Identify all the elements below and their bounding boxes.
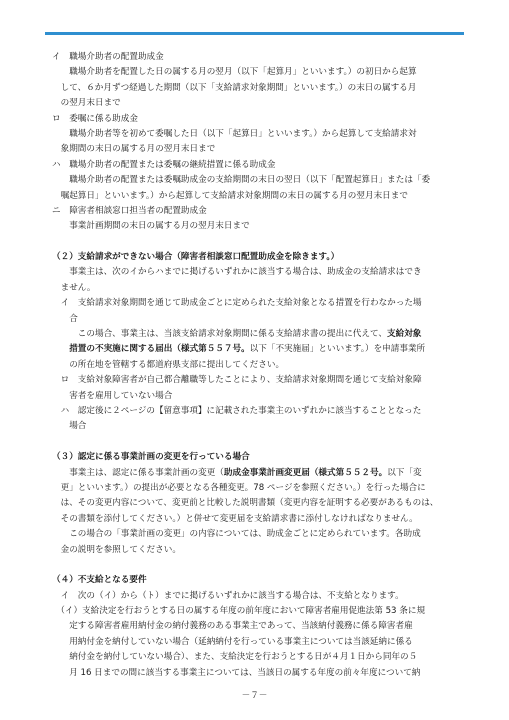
item-ni-text-1: 事業計画期間の末日の属する月の翌月末日まで [52,221,250,232]
item-ha-text-1: 職場介助者の配置または委嘱助成金の支給期間の末日の翌日（以下「配置起算日」または「委 [52,175,431,186]
item-i-text-1: 職場介助者を配置した日の属する月の翌月（以下「起算月」といいます。）の初日から起算 [52,67,417,78]
item-ro-text-2: 象期間の末日の属する月の翌月末日まで [52,144,216,155]
section-2-i-4-text: 以下「不実施届」といいます。）を申請事業所 [249,344,426,355]
section-3-line-4: その書類を添付してください。）と併せて変更届を支給請求書に添付しなければなりません。 [52,513,418,524]
section-3-heading: （３）認定に係る事業計画の変更を行っている場合 [52,452,250,463]
section-4-line-2: （イ）支給決定を行おうとする日の属する年度の前年度において障害者雇用促進法第 53 条に規 [52,606,426,617]
section-3-line-1 [52,466,470,481]
section-2-i-3-bold: 支給対象 [387,329,422,340]
section-4-heading: （４）不支給となる要件 [52,575,147,586]
item-ro-text-1: 職場介助者等を初めて委嘱した日（以下「起算日」といいます。）から起算して支給請求対 [52,128,417,139]
section-4-line-4: 用納付金を納付していない場合（延納納付を行っている事業主については当該延納に係る [52,636,413,647]
section-2-intro-1: 事業主は、次のイからハまでに掲げるいずれかに該当する場合は、助成金の支給請求はでき [52,267,422,278]
section-2-i-3-text: この場合、事業主は、当該支給請求対象期間に係る支給請求書の提出に代えて、 [52,329,387,340]
section-2-i-1: イ 支給請求対象期間を通じて助成金ごとに定められた支給対象となる措置を行わなかった場 [52,298,422,309]
page-number: －７－ [241,691,268,701]
section-4-line-3: 定する障害者雇用納付金の納付義務のある事業主であって、当該納付義務に係る障害者雇 [52,621,413,632]
section-4-line-5: 納付金を納付していない場合）、また、支給決定を行おうとする日が４月１日から同年の５ [52,652,418,663]
section-4-line-1: イ 次の（イ）から（ト）までに掲げるいずれかに該当する場合は、不支給となります。 [52,590,404,601]
section-2-ha-1: ハ 認定後に２ページの【留意事項】に記載された事業主のいずれかに該当することとなった [52,405,422,416]
section-2-i-4-bold: 措置の不実施に関する届出（様式第５５７号。 [52,344,250,355]
section-3-line-1-c: 以下「変 [387,467,422,478]
document-body [52,50,470,681]
section-2-ro-2: 害者を雇用していない場合 [52,390,173,401]
item-ha-title: ハ 職場介助者の配置または委嘱の継続措置に係る助成金 [52,159,276,170]
section-2-ro-1: ロ 支給対象障害者が自己都合離職等したことにより、支給請求対象期間を通じて支給対象障 [52,375,422,386]
item-ha-text-2: 嘱起算日」といいます。）から起算して支給請求対象期間の末日の属する月の翌月末日まで [52,190,408,201]
section-3-line-2: 更」といいます。）の提出が必要となる各種変更。78 ページを参照ください。）を行った場合に [52,482,426,493]
item-ro-title: ロ 委嘱に係る助成金 [52,113,138,124]
header-rule [45,32,464,35]
section-2-intro-2: ません。 [52,282,96,293]
item-i-text-3: の翌月末日まで [52,98,121,109]
item-i-title: イ 職場介助者の配置助成金 [52,52,164,62]
section-2-i-3 [52,327,470,342]
section-3-line-6: 金の説明を参照してください。 [52,544,181,555]
section-2-i-4 [52,342,470,357]
section-2-heading: （２）支給請求ができない場合（障害者相談窓口配置助成金を除きます。） [52,252,340,263]
item-i-text-2: して、６か月ずつ経過した期間（以下「支給請求対象期間」といいます。）の末日の属する月 [52,82,417,93]
section-3-line-1-a: 事業主は、認定に係る事業計画の変更（ [52,467,224,478]
section-2-i-5: の所在地を管轄する都道府県支部に提出してください。 [52,359,285,370]
section-2-i-2: 合 [52,313,78,324]
section-2-ha-2: 場合 [52,421,87,432]
section-4-line-6: 月 16 日までの間に該当する事業主については、当該日の属する年度の前々年度について納 [52,667,421,678]
section-3-line-1-bold: 助成金事業計画変更届（様式第５５２号。 [223,467,388,478]
section-3-line-3: は、その変更内容について、変更前と比較した説明書類（変更内容を証明する必要があるものは、 [52,498,439,509]
item-ni-title: ニ 障害者相談窓口担当者の配置助成金 [52,205,207,216]
section-3-line-5: この場合の「事業計画の変更」の内容については、助成金ごとに定められています。各助成 [52,529,421,540]
